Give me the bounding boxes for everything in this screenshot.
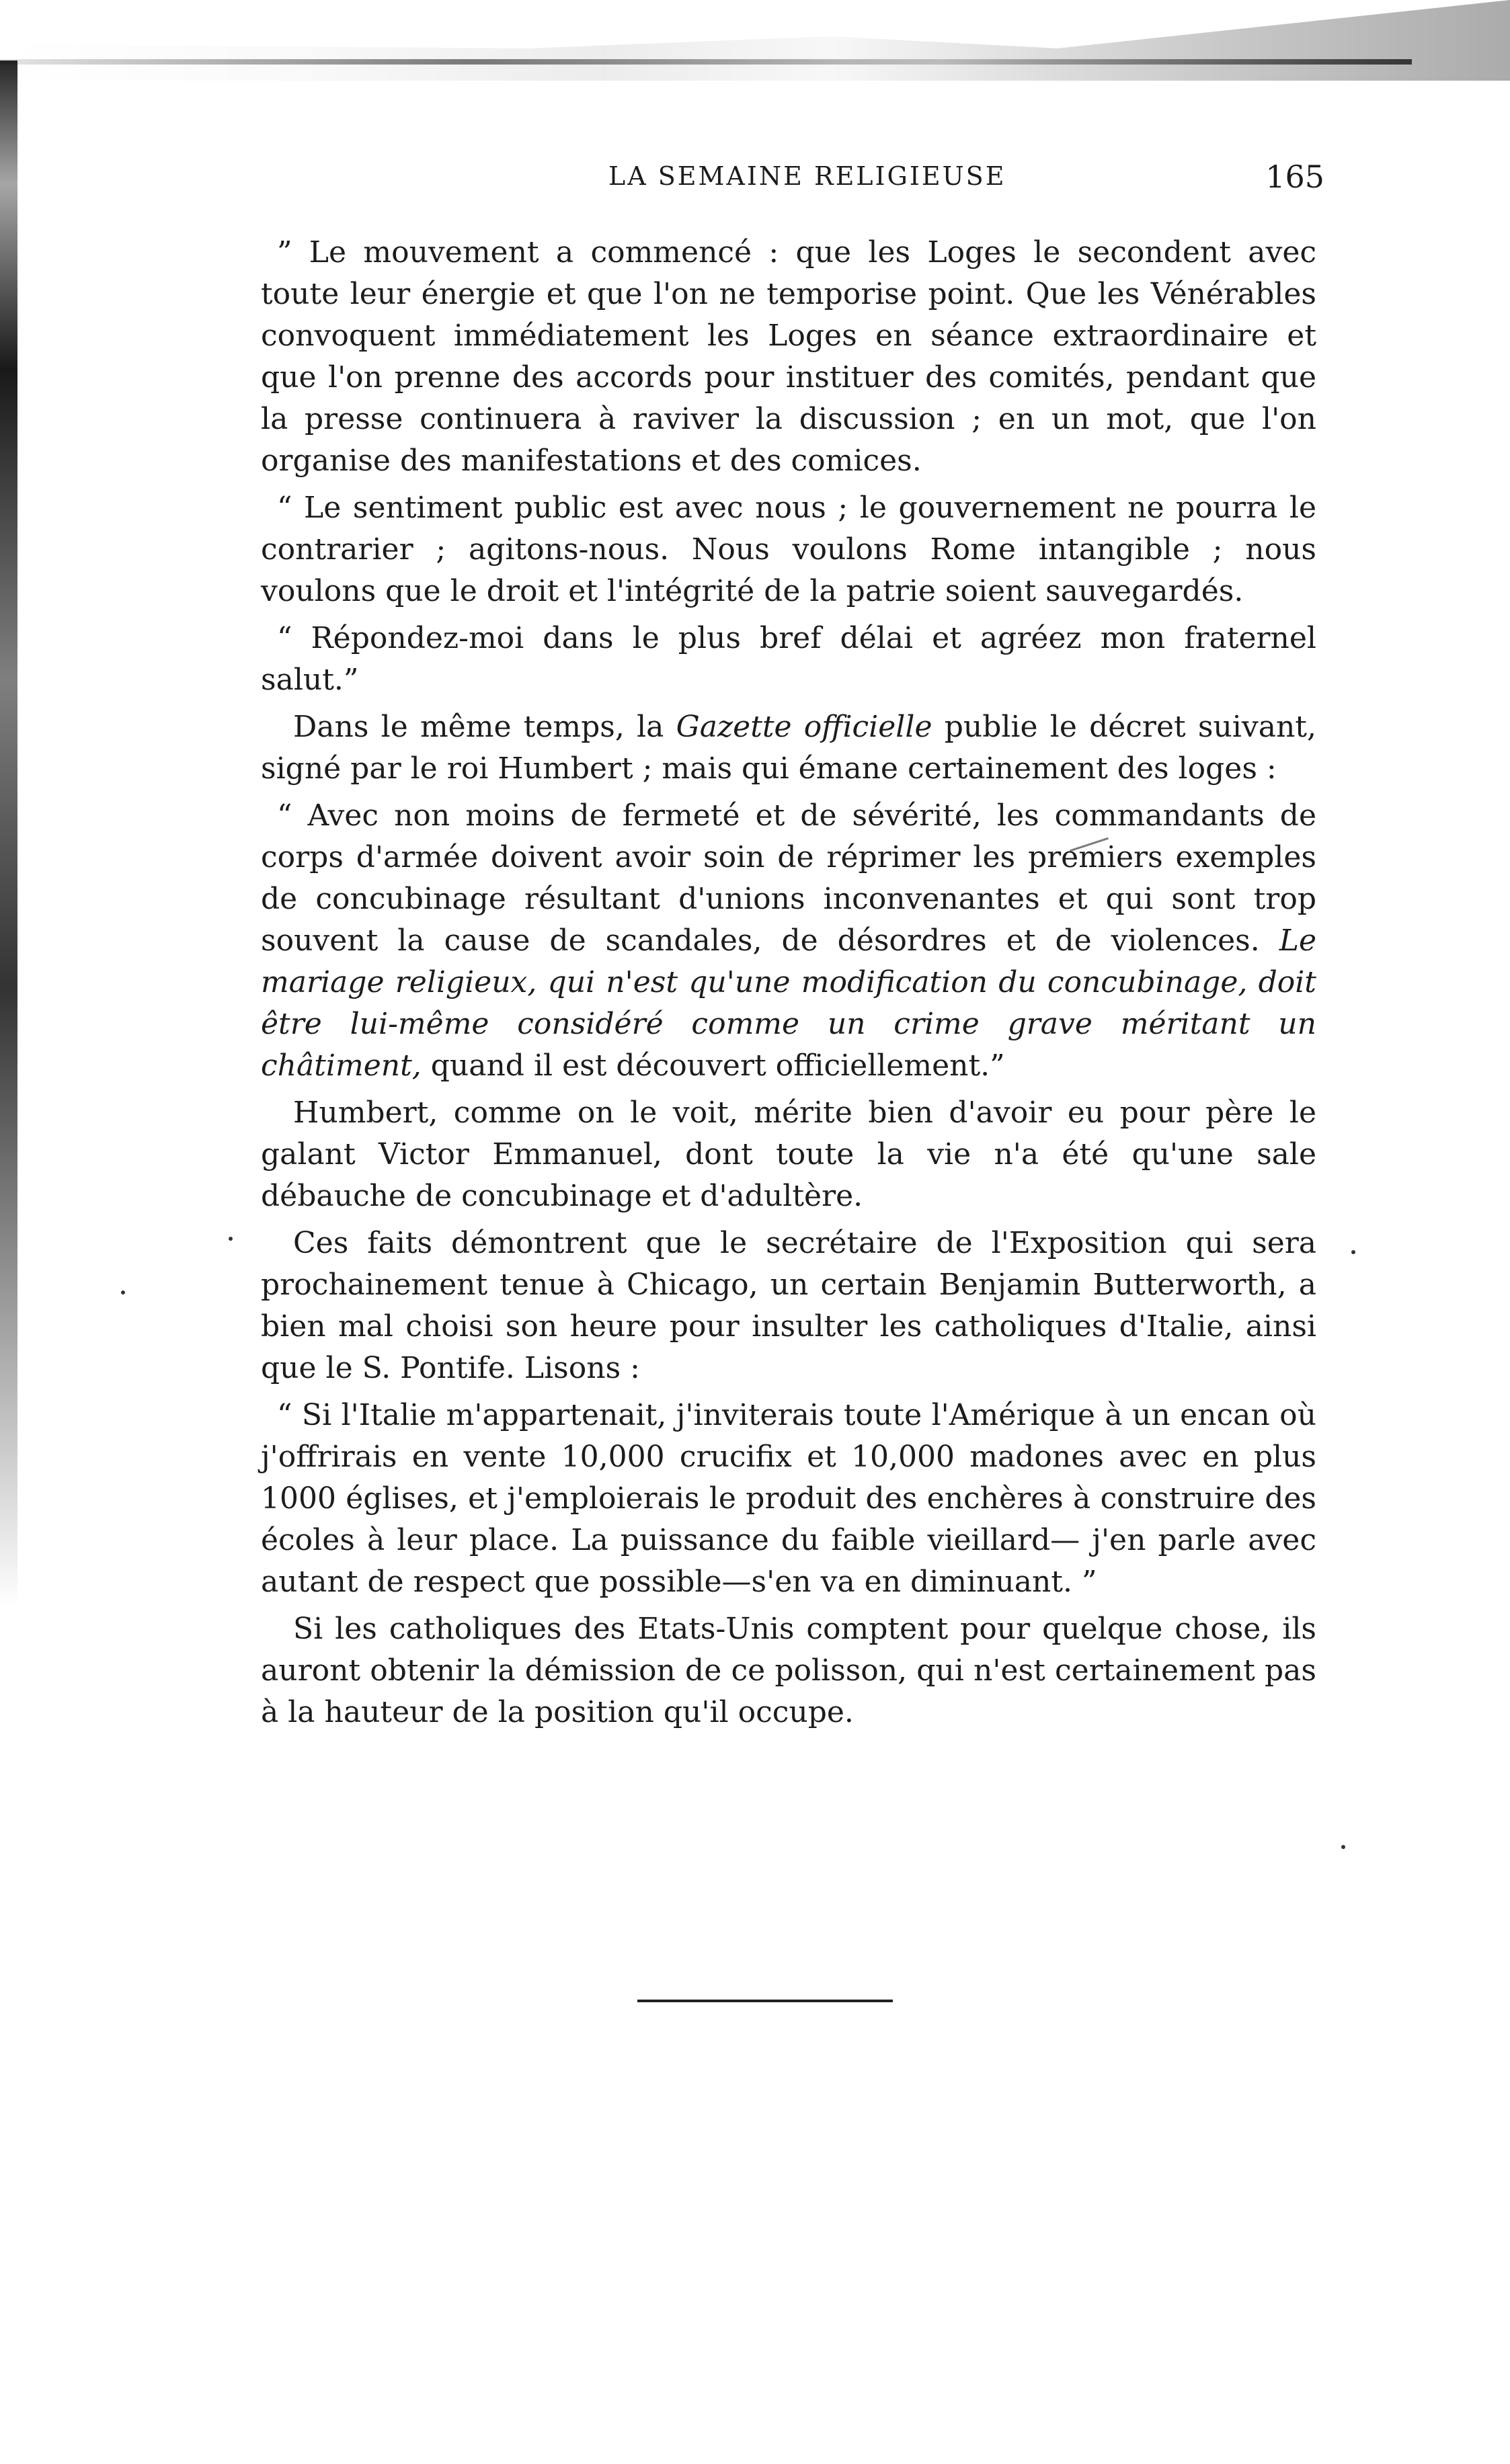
text-run: “ Avec non moins de fermeté et de sévérité, les commandants de corps d'armée doivent avoir soin de réprimer les premiers exemples de concubinage résultant d'unions inconvenantes et qui sont trop souvent la cause de scandales, de désordres et de violences. (261, 798, 1316, 958)
print-speck (229, 1237, 233, 1241)
text-run: quand il est découvert officiellement.” (421, 1049, 1005, 1083)
section-end-rule (637, 2000, 893, 2002)
paragraph (261, 795, 1316, 1087)
emphasized-text: Le mariage religieux, qui n'est qu'une modification du concubinage, doit être lui-même considéré comme un crime grave méritant un châtiment, (261, 923, 1316, 1083)
text-run: Dans le même temps, la (293, 710, 676, 744)
paragraph: Humbert, comme on le voit, mérite bien d'avoir eu pour père le galant Victor Emmanuel, dont toute la vie n'a été qu'une sale débauche de concubinage et d'adultère. (261, 1096, 1316, 1213)
print-speck (1351, 1250, 1355, 1254)
paragraph: Si les catholiques des Etats-Unis comptent pour quelque chose, ils auront obtenir la démission de ce polisson, qui n'est certainement pas à la hauteur de la position qu'il occupe. (261, 1612, 1316, 1729)
scan-edge-shadow-top (0, 0, 1510, 81)
scan-edge-shadow-left (0, 60, 17, 1606)
newspaper-title: Gazette officielle (676, 710, 932, 744)
paragraph: ” Le mouvement a commencé : que les Loges le secondent avec toute leur énergie et que l'on ne temporise point. Que les Vénérables convoquent immédiatement les Loges en séance extraordinaire et que l'on prenne des accords pour instituer des comités, pendant que la presse continuera à raviver la discussion ; en un mot, que l'on organise des manifestations et des comices. (261, 235, 1316, 478)
running-title: LA SEMAINE RELIGIEUSE (608, 161, 1006, 191)
scan-edge-line-top (0, 59, 1412, 65)
paragraph: “ Le sentiment public est avec nous ; le gouvernement ne pourra le contrarier ; agitons-nous. Nous voulons Rome intangible ; nous voulons que le droit et l'intégrité de la patrie soient sauvegardés. (261, 491, 1316, 608)
text-run: publie le décret suivant, signé par le roi Humbert ; mais qui émane certainement des loges : (261, 710, 1316, 786)
paragraph (261, 706, 1316, 790)
paragraph: “ Si l'Italie m'appartenait, j'inviterais toute l'Amérique à un encan où j'offrirais en vente 10,000 crucifix et 10,000 madones avec en plus 1000 églises, et j'emploierais le produit des enchères à construire des écoles à leur place. La puissance du faible vieillard— j'en parle avec autant de respect que possible—s'en va en diminuant. ” (261, 1398, 1316, 1599)
article-body (261, 232, 1316, 1733)
print-speck (121, 1290, 125, 1295)
page-header (262, 161, 1324, 208)
page-number: 165 (1265, 159, 1324, 195)
paragraph: Ces faits démontrent que le secrétaire de l'Exposition qui sera prochainement tenue à Chicago, un certain Benjamin Butterworth, a bien mal choisi son heure pour insulter les catholiques d'Italie, ainsi que le S. Pontife. Lisons : (261, 1226, 1316, 1385)
print-speck (1341, 1845, 1345, 1849)
paragraph: “ Répondez-moi dans le plus bref délai et agréez mon fraternel salut.” (261, 621, 1316, 697)
